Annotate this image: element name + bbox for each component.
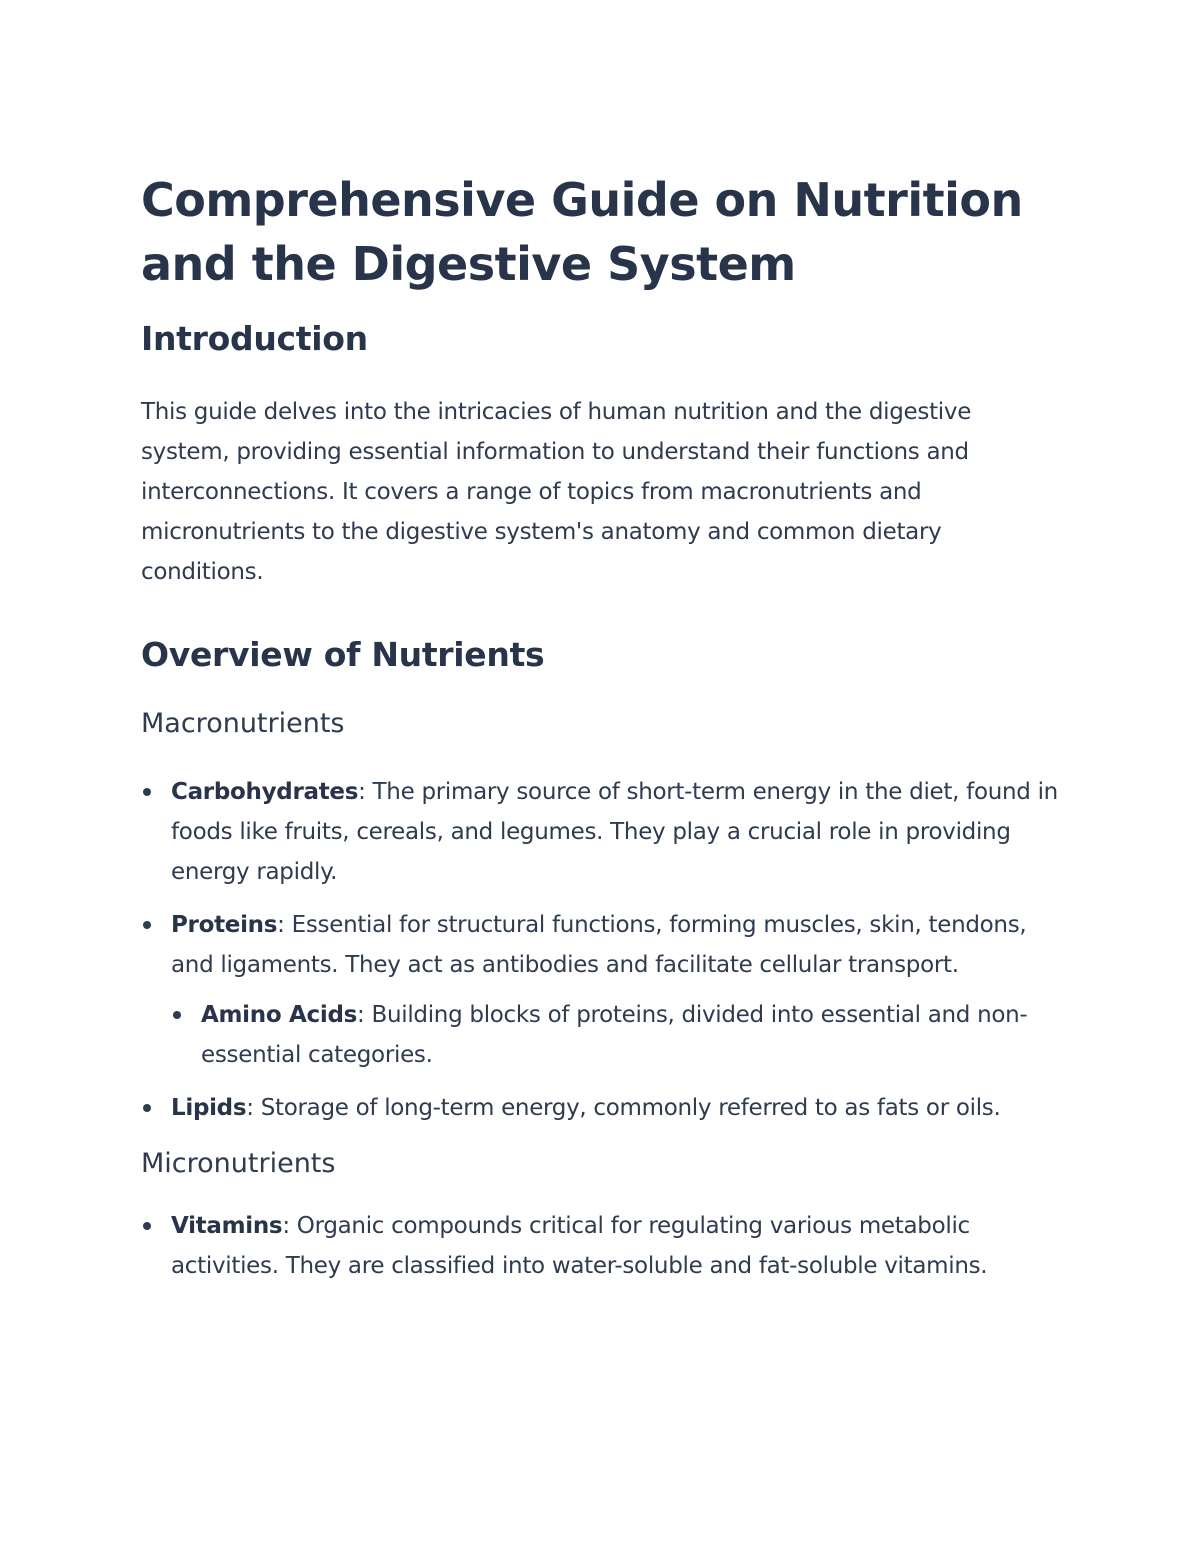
micronutrients-list — [141, 1206, 1061, 1286]
term-carbohydrates: Carbohydrates — [171, 779, 359, 805]
list-item-proteins — [141, 905, 1061, 1075]
introduction-heading: Introduction — [141, 319, 368, 358]
term-vitamins: Vitamins — [171, 1213, 283, 1239]
bullet-icon — [143, 1222, 151, 1230]
term-lipids: Lipids — [171, 1095, 247, 1121]
overview-heading: Overview of Nutrients — [141, 635, 545, 674]
list-item-lipids — [141, 1088, 1061, 1128]
document-page — [141, 168, 1061, 1286]
term-amino-acids: Amino Acids — [201, 1002, 358, 1028]
bullet-icon — [143, 788, 151, 796]
list-item-amino-acids — [171, 995, 1061, 1075]
description-amino-acids: : Building blocks of proteins, divided into essential and non-essential categories. — [201, 1002, 1028, 1068]
bullet-icon — [143, 1104, 151, 1112]
page-title: Comprehensive Guide on Nutrition and the Digestive System — [141, 173, 1023, 291]
micronutrients-heading: Micronutrients — [141, 1148, 336, 1179]
term-proteins: Proteins — [171, 912, 278, 938]
description-vitamins: : Organic compounds critical for regulating various metabolic activities. They are classified into water-soluble and fat-soluble vitamins. — [171, 1213, 988, 1279]
proteins-sublist — [171, 995, 1061, 1075]
bullet-icon — [143, 921, 151, 929]
list-item-vitamins — [141, 1206, 1061, 1286]
macronutrients-heading: Macronutrients — [141, 708, 345, 739]
list-item-carbohydrates — [141, 772, 1061, 892]
description-lipids: : Storage of long-term energy, commonly referred to as fats or oils. — [246, 1095, 1001, 1121]
macronutrients-list — [141, 772, 1061, 1128]
introduction-paragraph: This guide delves into the intricacies of human nutrition and the digestive system, providing essential information to understand their functions and interconnections. It covers a range of topics from macronutrients and micronutrients to the digestive system's anatomy and common dietary conditions. — [141, 399, 972, 585]
description-carbohydrates: : The primary source of short-term energy in the diet, found in foods like fruits, cereals, and legumes. They play a crucial role in providing energy rapidly. — [171, 779, 1058, 885]
bullet-icon — [173, 1011, 181, 1019]
description-proteins: : Essential for structural functions, forming muscles, skin, tendons, and ligaments. They act as antibodies and facilitate cellular transport. — [171, 912, 1027, 978]
